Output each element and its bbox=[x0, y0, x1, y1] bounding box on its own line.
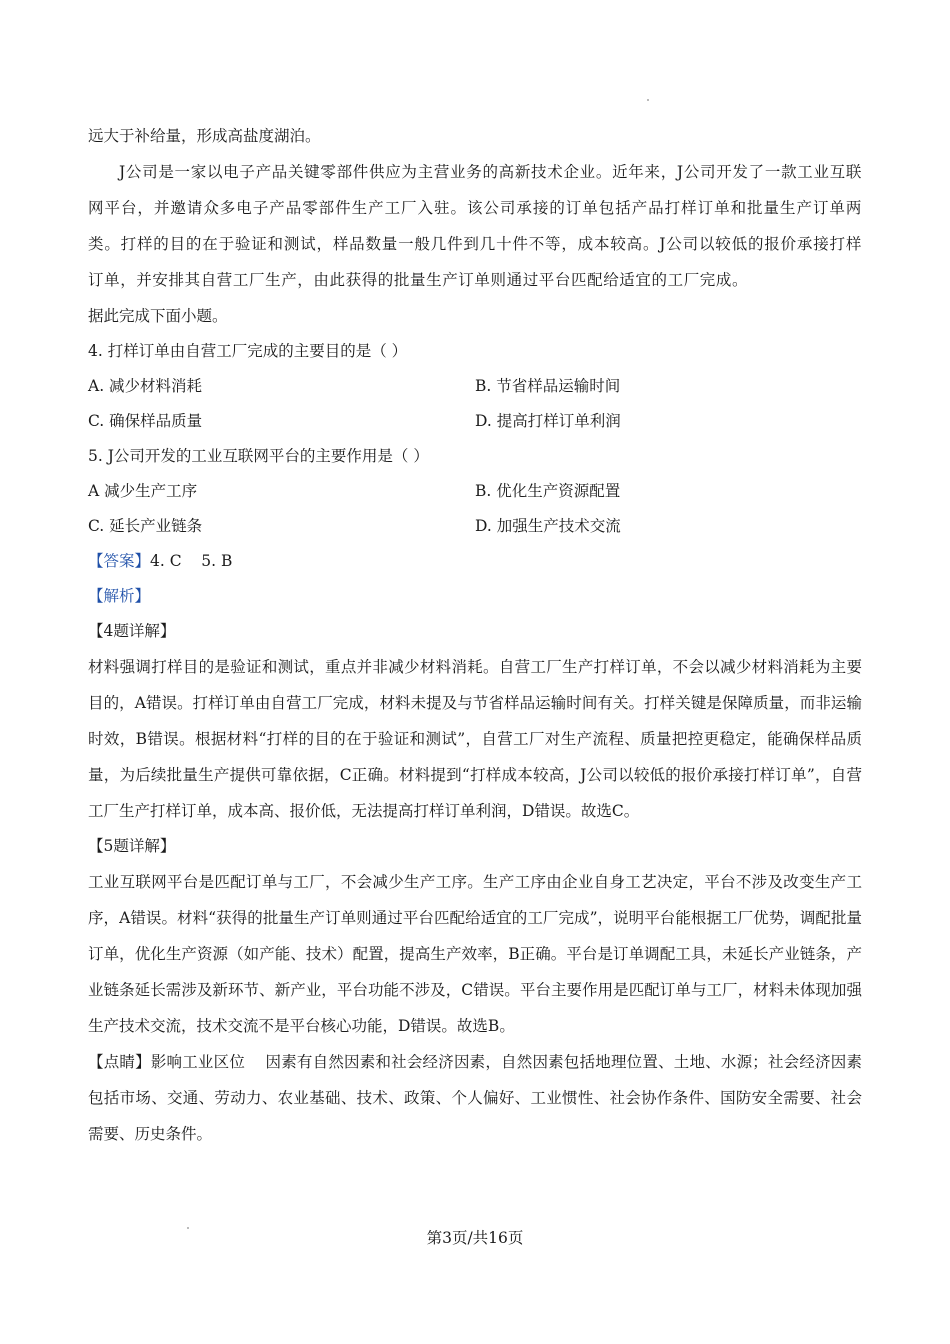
option-d: D. 加强生产技术交流 bbox=[475, 517, 621, 535]
detail-4-text: 材料强调打样目的是验证和测试，重点并非减少材料消耗。自营工厂生产打样订单，不会以减少材料消耗为主要目的，A错误。打样订单由自营工厂完成，材料未提及与节省样品运输时间有关。打样关键是保障质量，而非运输时效，B错误。根据材料“打样的目的在于验证和测试”，自营工厂对生产流程、质量把控更稳定，能确保样品质量，为后续批量生产提供可靠依据，C正确。材料提到“打样成本较高，J公司以较低的报价承接打样订单”，自营工厂生产打样订单，成本高、报价低，无法提高打样订单利润，D错误。故选C。 bbox=[88, 658, 862, 820]
question-4 bbox=[88, 334, 862, 439]
option-b: B. 优化生产资源配置 bbox=[475, 482, 621, 500]
tip-tag: 【点睛】 bbox=[88, 1053, 151, 1071]
answer-tag: 【答案】 bbox=[88, 552, 151, 570]
intro-line: 远大于补给量，形成高盐度湖泊。 bbox=[88, 127, 321, 145]
option-d: D. 提高打样订单利润 bbox=[475, 412, 621, 430]
answer-text: 4. C 5. B bbox=[150, 552, 233, 570]
question-stem: 5. J公司开发的工业互联网平台的主要作用是（ ） bbox=[88, 447, 429, 465]
analysis-line bbox=[88, 579, 862, 614]
material-paragraph: J公司是一家以电子产品关键零部件供应为主营业务的高新技术企业。近年来，J公司开发了一款工业互联网平台，并邀请众多电子产品零部件生产工厂入驻。该公司承接的订单包括产品打样订单和批量生产订单两类。打样的目的在于验证和测试，样品数量一般几件到几十件不等，成本较高。J公司以较低的报价承接打样订单，并安排其自营工厂生产，由此获得的批量生产订单则通过平台匹配给适宜的工厂完成。 bbox=[88, 163, 862, 289]
detail-5-text: 工业互联网平台是匹配订单与工厂，不会减少生产工序。生产工序由企业自身工艺决定，平台不涉及改变生产工序，A错误。材料“获得的批量生产订单则通过平台匹配给适宜的工厂完成”，说明平台能根据工厂优势，调配批量订单，优化生产资源（如产能、技术）配置，提高生产效率，B正确。平台是订单调配工具，未延长产业链条，产业链条延长需涉及新环节、新产业，平台功能不涉及，C错误。平台主要作用是匹配订单与工厂，材料未体现加强生产技术交流，技术交流不是平台核心功能，D错误。故选B。 bbox=[88, 873, 862, 1035]
question-5 bbox=[88, 439, 862, 544]
option-a: A 减少生产工序 bbox=[88, 482, 198, 500]
tip-paragraph bbox=[88, 1044, 862, 1152]
option-row bbox=[88, 474, 862, 509]
option-b: B. 节省样品运输时间 bbox=[475, 377, 621, 395]
tip-text: 影响工业区位 因素有自然因素和社会经济因素，自然因素包括地理位置、土地、水源；社会经济因素包括市场、交通、劳动力、农业基础、技术、政策、个人偏好、工业惯性、社会协作条件、国防安全需要、社会需要、历史条件。 bbox=[88, 1053, 862, 1143]
scan-speck-top bbox=[647, 99, 649, 101]
option-row bbox=[88, 509, 862, 544]
option-c: C. 确保样品质量 bbox=[88, 412, 203, 430]
instruction-line: 据此完成下面小题。 bbox=[88, 307, 228, 325]
option-row bbox=[88, 369, 862, 404]
option-c: C. 延长产业链条 bbox=[88, 517, 203, 535]
question-stem: 4. 打样订单由自营工厂完成的主要目的是（ ） bbox=[88, 342, 408, 360]
option-a: A. 减少材料消耗 bbox=[88, 377, 203, 395]
detail-4-heading: 【4题详解】 bbox=[88, 622, 176, 640]
option-row bbox=[88, 404, 862, 439]
page-footer: 第3页/共16页 bbox=[426, 1229, 524, 1247]
document-body bbox=[88, 118, 862, 1152]
answer-line bbox=[88, 544, 862, 579]
analysis-tag: 【解析】 bbox=[88, 587, 151, 605]
detail-5-heading: 【5题详解】 bbox=[88, 837, 176, 855]
